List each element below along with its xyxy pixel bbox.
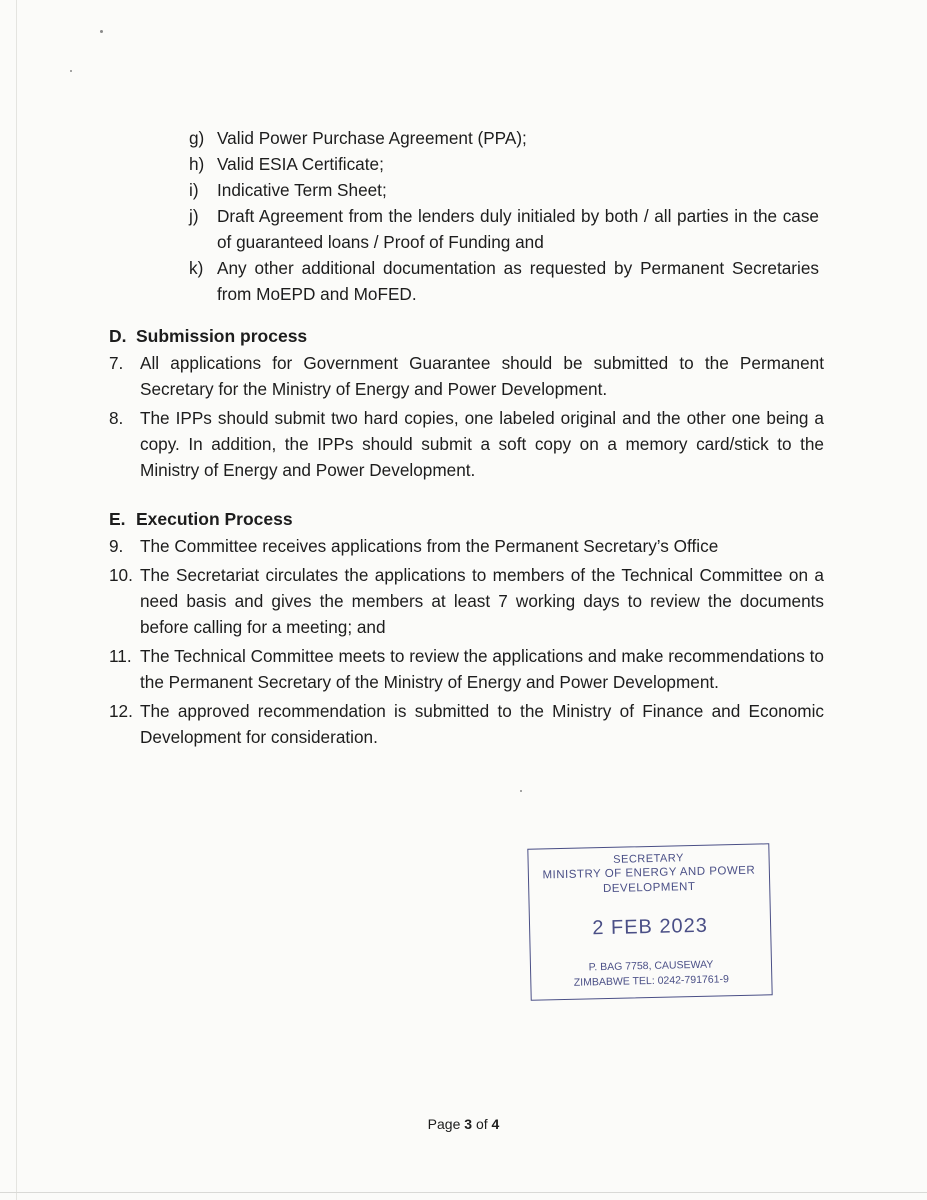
- list-item-label: 10.: [109, 565, 133, 585]
- list-item: [109, 350, 824, 402]
- list-item-label: 8.: [109, 408, 124, 428]
- scan-bottom-edge: [0, 1192, 927, 1193]
- page-prefix: Page: [427, 1116, 461, 1132]
- list-item: [109, 562, 824, 640]
- list-item: [189, 125, 819, 151]
- page-total: 4: [491, 1116, 500, 1132]
- section-title: Submission process: [136, 326, 308, 346]
- list-item: [189, 151, 819, 177]
- list-item: [109, 698, 824, 750]
- list-item: [189, 255, 819, 307]
- ministry-date-stamp: [527, 843, 772, 1000]
- list-item-text: The approved recommendation is submitted to the Ministry of Finance and Economic Development for consideration.: [140, 701, 824, 747]
- section-title: Execution Process: [136, 509, 293, 529]
- list-item-text: The IPPs should submit two hard copies, one labeled original and the other one being a copy. In addition, the IPPs should submit a soft copy on a memory card/stick to the Ministry of Energy and Power Development.: [140, 408, 824, 480]
- list-item-text: Valid Power Purchase Agreement (PPA);: [217, 128, 527, 148]
- list-item-label: i): [189, 180, 199, 200]
- list-item-label: 9.: [109, 536, 124, 556]
- scan-speck: [520, 790, 522, 792]
- stamp-address: P. BAG 7758, CAUSEWAY: [588, 958, 714, 974]
- scan-speck: [70, 70, 72, 72]
- scan-edge-line: [16, 0, 17, 1200]
- list-item-text: Indicative Term Sheet;: [217, 180, 387, 200]
- list-item: [109, 643, 824, 695]
- scan-speck: [100, 30, 103, 33]
- list-item-text: Any other additional documentation as requested by Permanent Secretaries from MoEPD and MoFED.: [217, 258, 819, 304]
- stamp-line: DEVELOPMENT: [602, 880, 696, 896]
- list-item-label: 7.: [109, 353, 124, 373]
- stamp-line: SECRETARY: [613, 852, 685, 866]
- section-d-heading: [109, 326, 307, 347]
- page-number-footer: [0, 1116, 927, 1132]
- stamp-line: MINISTRY OF ENERGY AND POWER: [542, 864, 756, 882]
- list-item-label: 12.: [109, 701, 133, 721]
- section-letter: D.: [109, 326, 127, 346]
- list-item-text: Valid ESIA Certificate;: [217, 154, 384, 174]
- list-item-text: The Technical Committee meets to review the applications and make recommendations to the Permanent Secretary of the Ministry of Energy and Power Development.: [140, 646, 824, 692]
- list-item: [109, 533, 824, 559]
- list-item-label: j): [189, 206, 199, 226]
- list-item-text: The Secretariat circulates the applications to members of the Technical Committee on a need basis and gives the members at least 7 working days to review the documents before calling for a meeting; and: [140, 565, 824, 637]
- list-item-label: 11.: [109, 646, 132, 666]
- page-number: 3: [464, 1116, 473, 1132]
- page-of: of: [475, 1116, 488, 1132]
- list-item: [189, 203, 819, 255]
- list-item-label: k): [189, 258, 204, 278]
- submission-process-list: [109, 350, 824, 486]
- section-letter: E.: [109, 509, 126, 529]
- list-item-text: All applications for Government Guarantee should be submitted to the Permanent Secretary for the Ministry of Energy and Power Development.: [140, 353, 824, 399]
- stamp-date: 2 FEB 2023: [592, 914, 709, 940]
- list-item-label: g): [189, 128, 205, 148]
- list-item: [109, 405, 824, 483]
- section-e-heading: [109, 509, 293, 530]
- list-item: [189, 177, 819, 203]
- list-item-label: h): [189, 154, 205, 174]
- execution-process-list: [109, 533, 824, 753]
- list-item-text: The Committee receives applications from the Permanent Secretary’s Office: [140, 536, 719, 556]
- list-item-text: Draft Agreement from the lenders duly initialed by both / all parties in the case of guaranteed loans / Proof of Funding and: [217, 206, 819, 252]
- required-documents-list: [189, 125, 819, 307]
- stamp-contact: ZIMBABWE TEL: 0242-791761-9: [573, 973, 729, 989]
